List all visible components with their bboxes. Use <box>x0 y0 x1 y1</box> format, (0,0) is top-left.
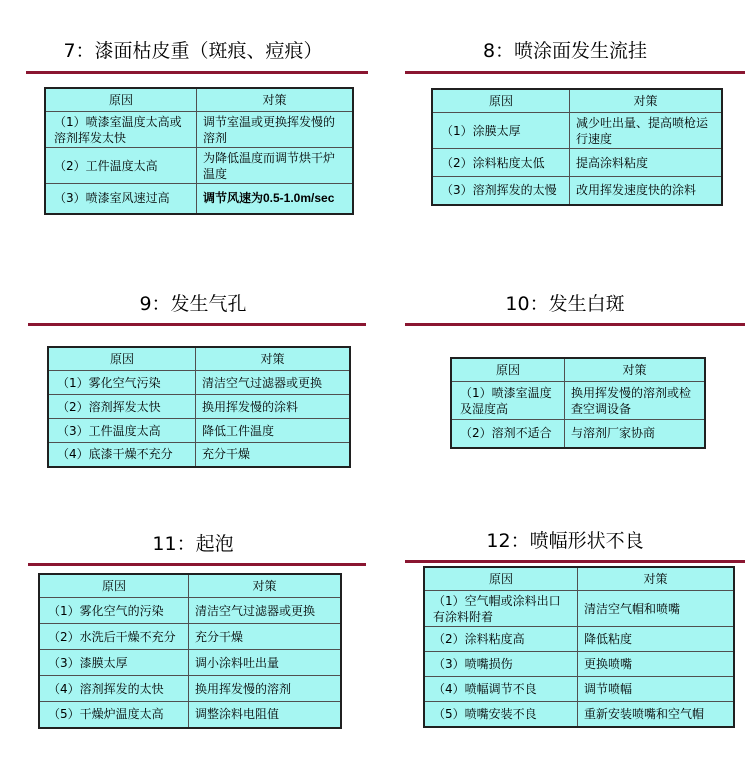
measure-cell: 降低粘度 <box>578 627 735 652</box>
cause-cell: （2）溶剂挥发太快 <box>48 395 196 419</box>
cause-cell: （5）喷嘴安装不良 <box>424 702 578 727</box>
section-7-title: 7：漆面枯皮重（斑痕、痘痕） <box>63 40 323 62</box>
table-row <box>48 371 350 395</box>
cause-cell: （3）溶剂挥发的太慢 <box>432 177 570 205</box>
cause-cell: （1）喷漆室温度太高或溶剂挥发太快 <box>45 112 197 148</box>
cause-cell: （1）空气帽或涂料出口有涂料附着 <box>424 591 578 627</box>
cause-cell: （4）喷幅调节不良 <box>424 677 578 702</box>
measure-cell: 提高涂料粘度 <box>570 149 723 177</box>
table-row <box>424 627 734 652</box>
section-12-title: 12：喷幅形状不良 <box>486 530 644 552</box>
cause-cell: （2）溶剂不适合 <box>451 420 565 448</box>
cause-cell: （1）雾化空气的污染 <box>39 598 189 624</box>
table-row <box>39 702 341 728</box>
measure-cell: 改用挥发速度快的涂料 <box>570 177 723 205</box>
table-row <box>39 598 341 624</box>
header-cause: 原因 <box>45 88 197 112</box>
table-row <box>432 149 722 177</box>
header-cause: 原因 <box>451 358 565 382</box>
section-11-table <box>38 573 342 729</box>
section-11-divider <box>28 563 366 566</box>
cause-cell: （2）涂料粘度太低 <box>432 149 570 177</box>
table-header-row <box>48 347 350 371</box>
section-9-title: 9：发生气孔 <box>139 293 247 315</box>
table-header-row <box>424 567 734 591</box>
cause-cell: （1）喷漆室温度及湿度高 <box>451 382 565 420</box>
table-header-row <box>39 574 341 598</box>
section-8-divider <box>405 71 745 74</box>
table-row <box>45 112 353 148</box>
measure-cell: 充分干燥 <box>196 443 351 467</box>
section-8-table <box>431 88 723 206</box>
cause-cell: （2）涂料粘度高 <box>424 627 578 652</box>
table-row <box>432 177 722 205</box>
measure-cell: 更换喷嘴 <box>578 652 735 677</box>
header-measure: 对策 <box>578 567 735 591</box>
section-7-divider <box>26 71 368 74</box>
table-row <box>432 113 722 149</box>
table-row <box>39 624 341 650</box>
cause-cell: （3）漆膜太厚 <box>39 650 189 676</box>
section-11-title: 11：起泡 <box>152 533 234 555</box>
table-header-row <box>432 89 722 113</box>
cause-cell: （4）底漆干燥不充分 <box>48 443 196 467</box>
cause-cell: （3）工件温度太高 <box>48 419 196 443</box>
cause-cell: （4）溶剂挥发的太快 <box>39 676 189 702</box>
table-row <box>39 676 341 702</box>
table-row <box>45 184 353 214</box>
section-12-divider <box>405 560 745 563</box>
section-9-divider <box>28 323 366 326</box>
table-header-row <box>45 88 353 112</box>
section-9-table <box>47 346 351 468</box>
measure-cell: 换用挥发慢的溶剂 <box>189 676 342 702</box>
measure-cell: 换用挥发慢的溶剂或检查空调设备 <box>565 382 706 420</box>
table-header-row <box>451 358 705 382</box>
section-10-table <box>450 357 706 449</box>
table-row <box>451 420 705 448</box>
measure-cell: 降低工件温度 <box>196 419 351 443</box>
measure-cell: 换用挥发慢的涂料 <box>196 395 351 419</box>
table-row <box>424 677 734 702</box>
table-row <box>48 443 350 467</box>
header-measure: 对策 <box>196 347 351 371</box>
measure-cell: 充分干燥 <box>189 624 342 650</box>
measure-cell: 调整涂料电阻值 <box>189 702 342 728</box>
table-row <box>48 419 350 443</box>
measure-cell: 调节喷幅 <box>578 677 735 702</box>
header-measure: 对策 <box>197 88 354 112</box>
cause-cell: （1）雾化空气污染 <box>48 371 196 395</box>
table-row <box>451 382 705 420</box>
header-measure: 对策 <box>570 89 723 113</box>
table-row <box>424 702 734 727</box>
section-12-table <box>423 566 735 728</box>
measure-cell: 为降低温度而调节烘干炉温度 <box>197 148 354 184</box>
measure-cell: 与溶剂厂家协商 <box>565 420 706 448</box>
measure-cell: 清洁空气过滤器或更换 <box>196 371 351 395</box>
header-cause: 原因 <box>48 347 196 371</box>
section-10-divider <box>405 323 745 326</box>
measure-cell: 清洁空气帽和喷嘴 <box>578 591 735 627</box>
table-row <box>48 395 350 419</box>
header-cause: 原因 <box>424 567 578 591</box>
measure-cell: 减少吐出量、提高喷枪运行速度 <box>570 113 723 149</box>
cause-cell: （5）干燥炉温度太高 <box>39 702 189 728</box>
header-cause: 原因 <box>432 89 570 113</box>
section-7-table <box>44 87 354 215</box>
cause-cell: （3）喷漆室风速过高 <box>45 184 197 214</box>
cause-cell: （2）水洗后干燥不充分 <box>39 624 189 650</box>
measure-cell: 调节风速为0.5-1.0m/sec <box>197 184 354 214</box>
table-row <box>424 652 734 677</box>
measure-cell: 调节室温或更换挥发慢的溶剂 <box>197 112 354 148</box>
table-row <box>45 148 353 184</box>
header-cause: 原因 <box>39 574 189 598</box>
table-row <box>39 650 341 676</box>
section-10-title: 10：发生白斑 <box>505 293 625 315</box>
header-measure: 对策 <box>189 574 342 598</box>
header-measure: 对策 <box>565 358 706 382</box>
cause-cell: （3）喷嘴损伤 <box>424 652 578 677</box>
table-row <box>424 591 734 627</box>
section-8-title: 8：喷涂面发生流挂 <box>482 40 648 62</box>
cause-cell: （1）涂膜太厚 <box>432 113 570 149</box>
cause-cell: （2）工件温度太高 <box>45 148 197 184</box>
measure-cell: 重新安装喷嘴和空气帽 <box>578 702 735 727</box>
measure-cell: 调小涂料吐出量 <box>189 650 342 676</box>
measure-cell: 清洁空气过滤器或更换 <box>189 598 342 624</box>
